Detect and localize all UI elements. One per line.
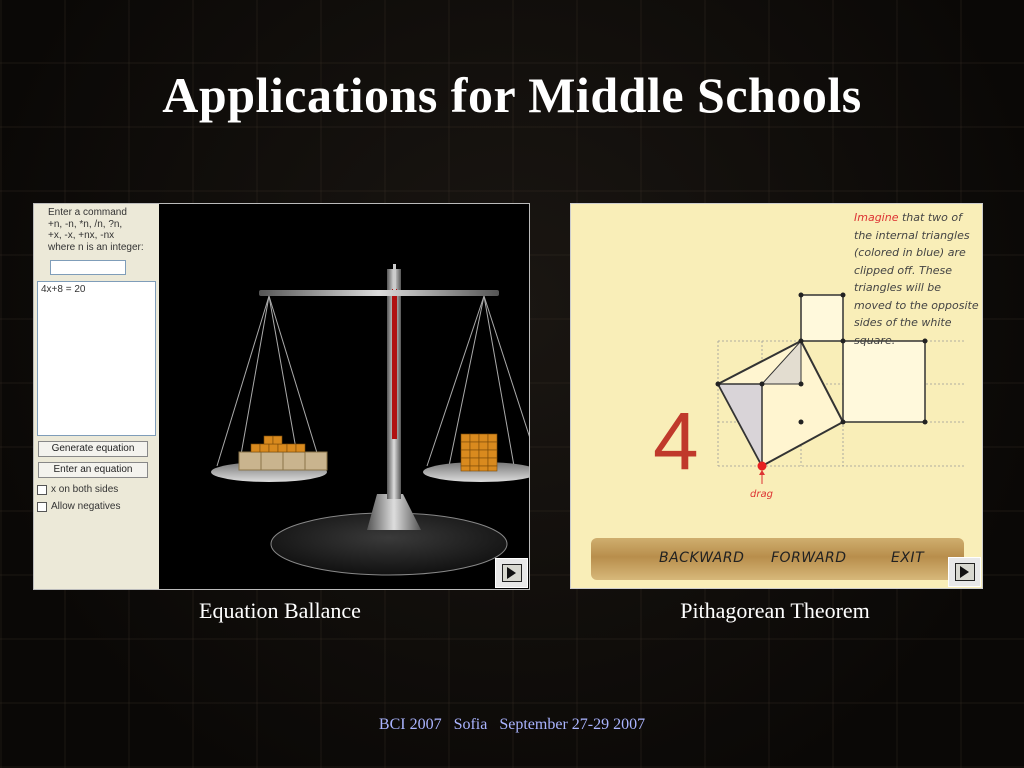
slide-footer bbox=[0, 716, 1024, 734]
scale-top-spike bbox=[393, 264, 396, 294]
step-number: 4 bbox=[653, 396, 699, 487]
equation-caption: Equation Ballance bbox=[199, 598, 361, 623]
drag-arrow-head bbox=[759, 470, 765, 475]
unit-blocks-right bbox=[461, 434, 497, 471]
slide-title: Applications for Middle Schools bbox=[162, 67, 862, 123]
x-both-sides-checkbox[interactable] bbox=[37, 484, 118, 495]
equation-balance-applet bbox=[33, 203, 530, 590]
play-button[interactable] bbox=[495, 558, 528, 588]
play-icon[interactable] bbox=[955, 563, 975, 581]
equation-list[interactable] bbox=[37, 281, 156, 436]
scale-beam bbox=[259, 290, 499, 296]
command-instructions bbox=[48, 207, 158, 253]
backward-button[interactable]: BACKWARD bbox=[659, 550, 745, 566]
balance-scale-scene bbox=[159, 204, 529, 589]
checkbox-label: x on both sides bbox=[51, 484, 119, 495]
scale-pointer bbox=[392, 289, 397, 439]
command-input[interactable] bbox=[50, 260, 126, 275]
scale-stand-foot bbox=[367, 494, 421, 530]
x-box bbox=[239, 452, 261, 470]
pythagorean-caption: Pithagorean Theorem bbox=[680, 598, 870, 623]
instruction-line: Enter a command bbox=[48, 207, 127, 218]
exit-button[interactable]: EXIT bbox=[891, 550, 925, 566]
instruction-line: +x, -x, +nx, -nx bbox=[48, 230, 115, 241]
hint-body: that two of the internal triangles (colored in blue) are clipped off. These triangles will be moved to the opposite sides of the white square. bbox=[854, 211, 979, 347]
instruction-line: where n is an integer: bbox=[48, 241, 144, 253]
footer-dates: September 27-29 2007 bbox=[499, 716, 646, 733]
unit-blocks-left bbox=[251, 436, 305, 452]
drag-label: drag bbox=[750, 489, 773, 500]
instruction-line: +n, -n, *n, /n, ?n, bbox=[48, 218, 123, 230]
checkbox-label: Allow negatives bbox=[51, 501, 121, 512]
footer-city: Sofia bbox=[453, 716, 488, 733]
forward-button[interactable]: FORWARD bbox=[771, 550, 847, 566]
x-box bbox=[283, 452, 305, 470]
checkbox-box[interactable] bbox=[37, 485, 47, 495]
drag-handle bbox=[758, 462, 767, 471]
checkbox-box[interactable] bbox=[37, 502, 47, 512]
x-box bbox=[261, 452, 283, 470]
list-item[interactable]: 4x+8 = 20 bbox=[41, 284, 86, 295]
clipped-triangle bbox=[718, 384, 762, 466]
footer-event: BCI 2007 bbox=[378, 716, 442, 733]
large-square bbox=[843, 341, 925, 422]
hint-text bbox=[854, 209, 979, 349]
control-panel bbox=[34, 204, 159, 589]
play-icon[interactable] bbox=[502, 564, 522, 582]
hint-highlight: Imagine bbox=[854, 211, 899, 224]
x-box bbox=[305, 452, 327, 470]
small-square bbox=[801, 295, 843, 341]
generate-equation-button[interactable]: Generate equation bbox=[38, 441, 148, 457]
play-button[interactable] bbox=[948, 557, 981, 587]
enter-equation-button[interactable]: Enter an equation bbox=[38, 462, 148, 478]
allow-negatives-checkbox[interactable] bbox=[37, 501, 120, 512]
pythagorean-applet bbox=[570, 203, 983, 589]
